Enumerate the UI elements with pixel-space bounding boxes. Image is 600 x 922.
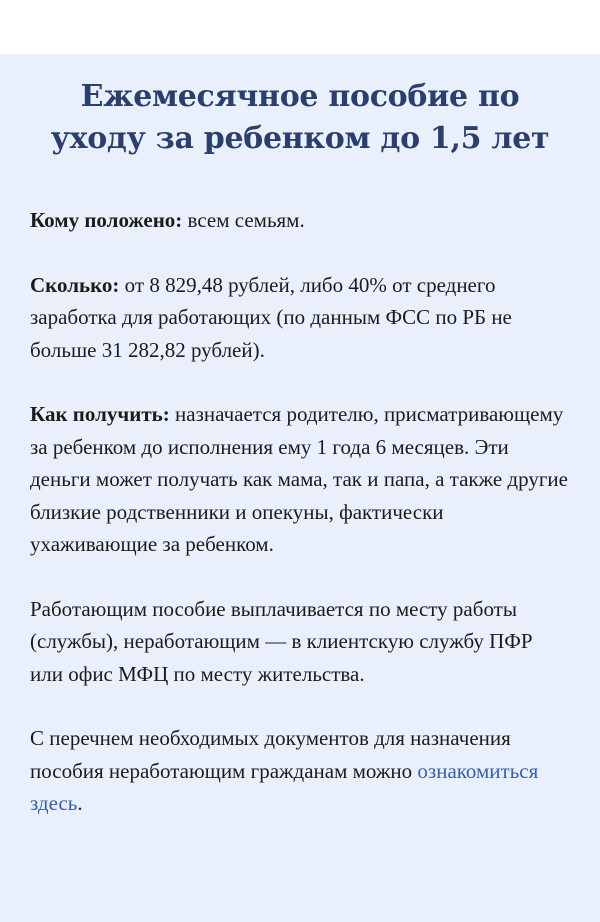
documents-paragraph (30, 722, 570, 820)
documents-text: С перечнем необходимых документов для назначения пособия неработающим гражданам можно (30, 726, 511, 783)
page-title (30, 76, 570, 160)
amount-label: Сколько: (30, 272, 120, 297)
documents-link[interactable]: ознакомиться здесь (30, 758, 539, 815)
amount-paragraph (30, 269, 570, 367)
benefit-card (0, 54, 600, 922)
how-to-get-paragraph (30, 398, 570, 561)
amount-text: от 8 829,48 рублей, либо 40% от среднего заработка для работающих (по данным ФСС по РБ не больше 31 282,82 рублей). (30, 272, 512, 362)
title-line-1: Ежемесячное пособие по (80, 79, 520, 114)
eligibility-text: всем семьям. (182, 208, 305, 232)
payment-place-paragraph: Работающим пособие выплачивается по месту работы (службы), неработающим — в клиентскую службу ПФР или офис МФЦ по месту жительства. (30, 596, 533, 686)
article-body (30, 204, 570, 820)
eligibility-paragraph (30, 204, 570, 237)
documents-period: . (77, 791, 83, 815)
eligibility-label: Кому положено: (30, 208, 183, 232)
title-line-2: уходу за ребенком до 1,5 лет (50, 121, 550, 156)
how-to-get-label: Как получить: (30, 402, 170, 426)
how-to-get-text: назначается родителю, присматривающему за ребенком до исполнения ему 1 года 6 месяцев. Эти деньги может получать как мама, так и папа, а также другие близкие родственники и опекуны, фактически ухаживающие за ребенком. (30, 402, 568, 556)
